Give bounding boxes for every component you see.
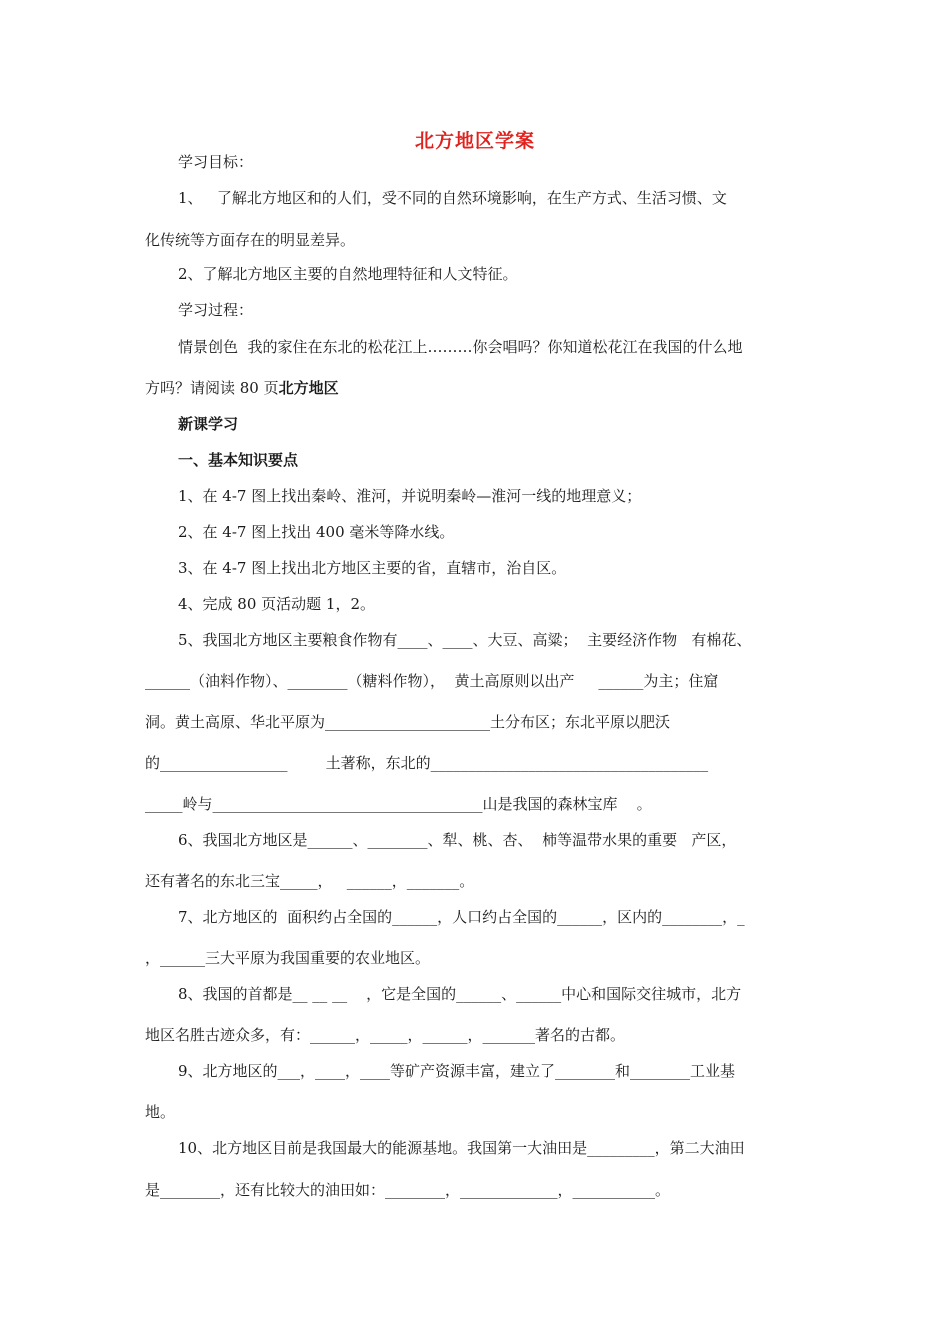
question-1: 1、在 4-7 图上找出秦岭、淮河，并说明秦岭—淮河一线的地理意义； (178, 487, 642, 505)
question-10-line-2: 是________，还有比较大的油田如：________，_____________，___________。 (145, 1181, 671, 1199)
question-5-line-4: 的_________________ 土著称，东北的_____________________________________ (145, 754, 709, 772)
section-heading-key-points: 一、基本知识要点 (178, 451, 299, 469)
intro-bold-topic: 北方地区 (278, 379, 339, 397)
question-10-line-1: 10、北方地区目前是我国最大的能源基地。我国第一大油田是_________，第二大油田 (178, 1139, 745, 1157)
document-title: 北方地区学案 (414, 130, 535, 152)
question-4: 4、完成 80 页活动题 1，2。 (178, 595, 376, 613)
question-7-line-1: 7、北方地区的 面积约占全国的______，人口约占全国的______，区内的________，_ (178, 908, 745, 926)
question-5-line-5: _____岭与____________________________________山是我国的森林宝库 。 (145, 795, 652, 813)
section-heading-new-lesson: 新课学习 (178, 415, 239, 433)
goal-line-1a: 1、 了解北方地区和的人们，受不同的自然环境影响，在生产方式、生活习惯、文 (178, 189, 727, 207)
question-2: 2、在 4-7 图上找出 400 毫米等降水线。 (178, 523, 455, 541)
question-6-line-2: 还有著名的东北三宝_____， ______，_______。 (145, 872, 475, 890)
question-5-line-3: 洞。黄土高原、华北平原为______________________土分布区；东北平原以肥沃 (145, 713, 671, 731)
question-6-line-1: 6、我国北方地区是______、________、犁、桃、杏、 柿等温带水果的重要 产区， (178, 831, 737, 849)
section-heading-process: 学习过程： (178, 301, 254, 319)
intro-text: 方吗？请阅读 80 页 (145, 379, 279, 397)
question-5-line-2: ______（油料作物）、________（糖料作物）， 黄土高原则以出产 ______为主；住窟 (145, 672, 719, 690)
goal-line-2: 2、了解北方地区主要的自然地理特征和人文特征。 (178, 265, 518, 283)
intro-line-2 (145, 378, 339, 398)
question-9-line-1: 9、北方地区的___，____，____等矿产资源丰富，建立了________和________工业基 (178, 1062, 736, 1080)
question-3: 3、在 4-7 图上找出北方地区主要的省，直辖市，治自区。 (178, 559, 567, 577)
question-7-line-2: ，______三大平原为我国重要的农业地区。 (145, 949, 431, 967)
intro-line-1: 情景创色 我的家住在东北的松花江上………你会唱吗？你知道松花江在我国的什么地 (178, 338, 743, 356)
section-heading-goals: 学习目标： (178, 153, 254, 171)
goal-line-1b: 化传统等方面存在的明显差异。 (145, 231, 356, 249)
question-9-line-2: 地。 (145, 1103, 176, 1121)
question-8-line-2: 地区名胜古迹众多，有：______，_____，______，_______著名的古都。 (145, 1026, 626, 1044)
question-5-line-1: 5、我国北方地区主要粮食作物有____、____、大豆、高粱； 主要经济作物 有棉花、 (178, 631, 752, 649)
question-8-line-1: 8、我国的首都是__ __ __ ，它是全国的______、______中心和国际交往城市，北方 (178, 985, 742, 1003)
